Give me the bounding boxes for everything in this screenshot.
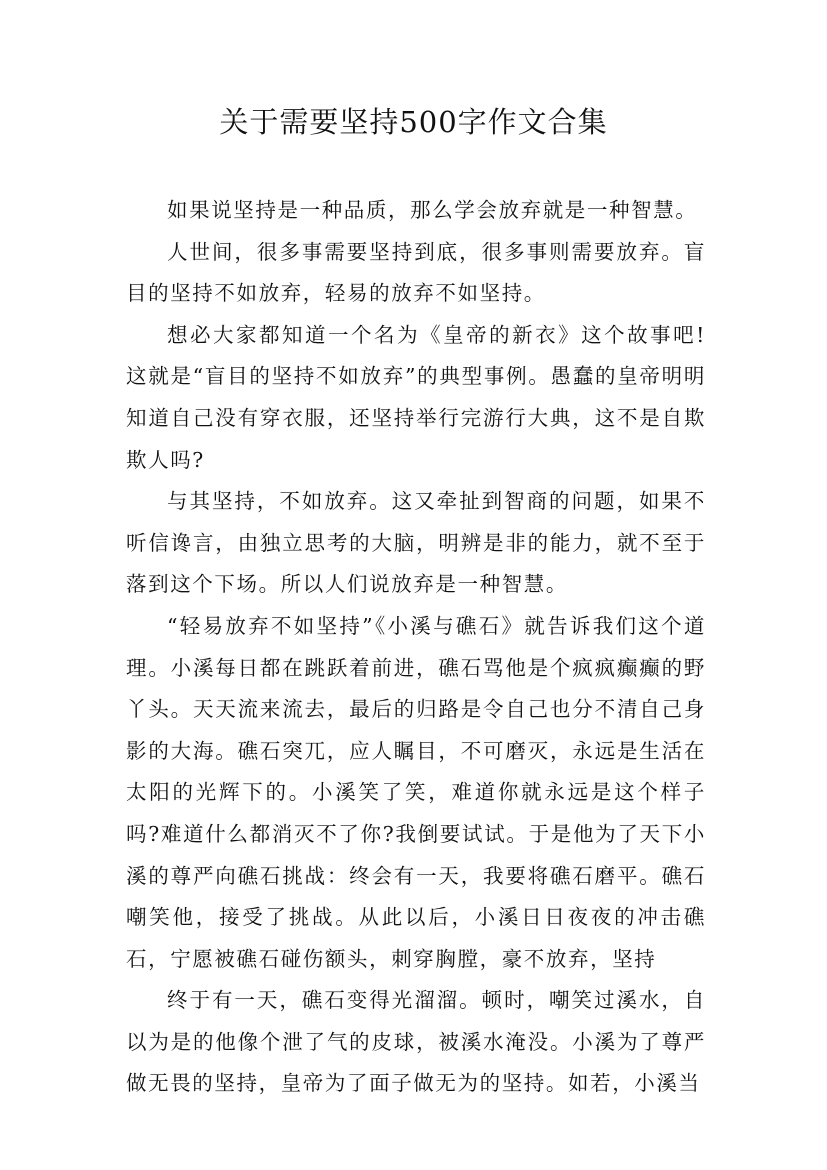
paragraph-6: 终于有一天，礁石变得光溜溜。顿时，嘲笑过溪水，自以为是的他像个泄了气的皮球，被溪水淹没。小溪为了尊严做无畏的坚持，皇帝为了面子做无为的坚持。如若，小溪当	[126, 988, 706, 1096]
paragraph-3: 想必大家都知道一个名为《皇帝的新衣》这个故事吧!这就是“盲目的坚持不如放弃”的典型事例。愚蠢的皇帝明明知道自己没有穿衣服，还坚持举行完游行大典，这不是自欺欺人吗?	[126, 322, 706, 472]
document-title: 关于需要坚持500字作文合集	[219, 105, 608, 139]
paragraph-5: “轻易放弃不如坚持”《小溪与礁石》就告诉我们这个道理。小溪每日都在跳跃着前进，礁石骂他是个疯疯癫癫的野丫头。天天流来流去，最后的归路是令自己也分不清自己身影的大海。礁石突兀，应人瞩目，不可磨灭，永远是生活在太阳的光辉下的。小溪笑了笑，难道你就永远是这个样子吗?难道什么都消灭不了你?我倒要试试。于是他为了天下小溪的尊严向礁石挑战：终会有一天，我要将礁石磨平。礁石嘲笑他，接受了挑战。从此以后，小溪日日夜夜的冲击礁石，宁愿被礁石碰伤额头，刺穿胸膛，豪不放弃，坚持	[126, 613, 706, 971]
document-body	[126, 190, 706, 1105]
paragraph-2: 人世间，很多事需要坚持到底，很多事则需要放弃。盲目的坚持不如放弃，轻易的放弃不如坚持。	[126, 239, 706, 306]
paragraph-4: 与其坚持，不如放弃。这又牵扯到智商的问题，如果不听信谗言，由独立思考的大脑，明辨是非的能力，就不至于落到这个下场。所以人们说放弃是一种智慧。	[126, 489, 706, 597]
paragraph-1: 如果说坚持是一种品质，那么学会放弃就是一种智慧。	[167, 198, 698, 222]
